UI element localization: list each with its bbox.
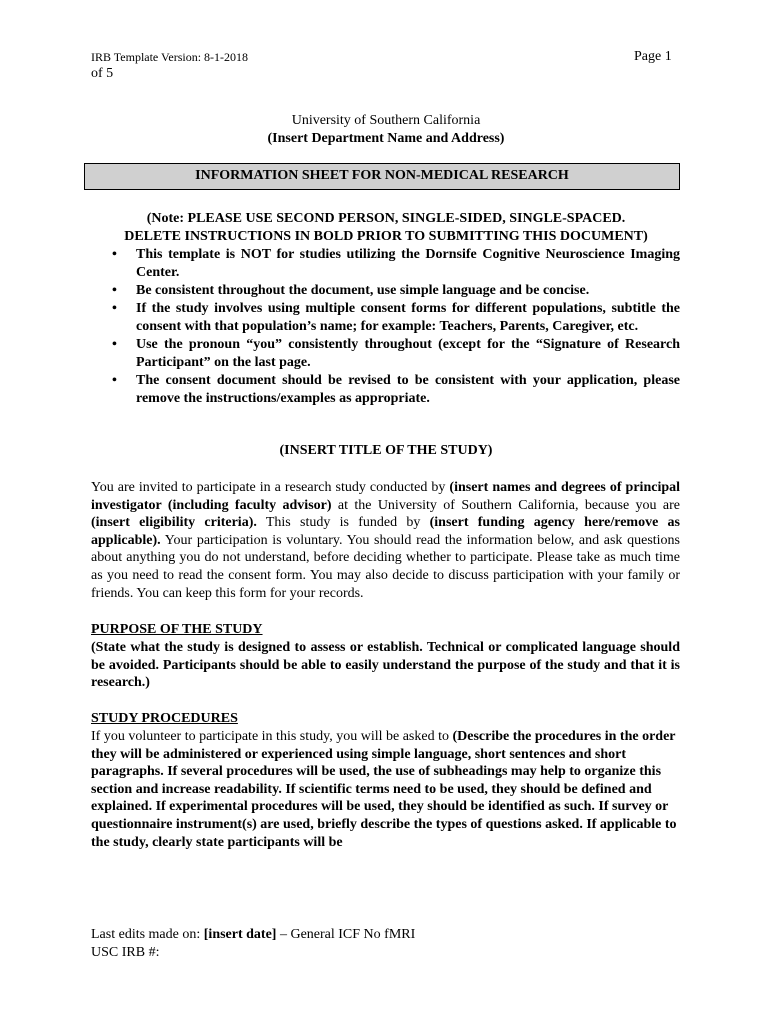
instruction-item: • This template is NOT for studies utilizing the Dornsife Cognitive Neuroscience Imaging Center. — [112, 247, 680, 280]
intro-paragraph: You are invited to participate in a research study conducted by (insert names and degrees of principal investigator (including faculty advisor) at the University of Southern California, because you are (insert eligibility criteria). This study is funded by (insert funding agency here/remove as applicable). Your participation is voluntary. You should read the information below, and ask questions about anything you do not understand, before deciding whether to participate. Please take as much time as you need to read the consent form. You may also decide to discuss participation with your family or friends. You can keep this form for your records. — [91, 480, 681, 601]
procedures-heading: STUDY PROCEDURES — [91, 711, 238, 726]
page-number: Page 1 — [634, 49, 672, 64]
instruction-list — [108, 246, 680, 408]
bullet-icon: • — [112, 373, 117, 388]
procedures-paragraph: If you volunteer to participate in this study, you will be asked to (Describe the procedures in the order they will be administered or experienced using simple language, short sentences and short paragraphs. If several procedures will be used, the use of subheadings may help to organize this section and increase readability. If scientific terms need to be used, they should be defined and explained. If experimental procedures will be used, they should be identified as such. If survey or questionnaire instrument(s) are used, briefly describe the types of questions asked. If applicable to the study, clearly state participants will be — [91, 729, 677, 850]
irb-number: USC IRB #: — [91, 945, 160, 960]
purpose-heading: PURPOSE OF THE STUDY — [91, 622, 263, 637]
bullet-icon: • — [112, 337, 117, 352]
study-title-placeholder: (INSERT TITLE OF THE STUDY) — [279, 443, 493, 458]
note-line-2: DELETE INSTRUCTIONS IN BOLD PRIOR TO SUBMITTING THIS DOCUMENT) — [124, 229, 648, 244]
institution-name: University of Southern California — [291, 113, 481, 128]
instruction-item: • The consent document should be revised to be consistent with your application, please remove the instructions/examples as appropriate. — [112, 373, 680, 406]
instruction-item: • If the study involves using multiple consent forms for different populations, subtitle the consent with that population’s name; for example: Teachers, Parents, Caregiver, etc. — [112, 301, 680, 334]
template-version: IRB Template Version: 8-1-2018 — [91, 50, 249, 64]
department-placeholder: (Insert Department Name and Address) — [267, 131, 505, 146]
document-title: INFORMATION SHEET FOR NON-MEDICAL RESEARCH — [84, 163, 680, 190]
page-total: of 5 — [91, 66, 114, 81]
bullet-icon: • — [112, 247, 117, 262]
instruction-item: • Be consistent throughout the document, use simple language and be concise. — [112, 283, 590, 298]
bullet-icon: • — [112, 283, 117, 298]
purpose-paragraph: (State what the study is designed to assess or establish. Technical or complicated language should be avoided. Participants should be able to easily understand the purpose of the study and that it is research.) — [91, 640, 680, 691]
bullet-icon: • — [112, 301, 117, 316]
last-edits-line: Last edits made on: [insert date] – General ICF No fMRI — [91, 927, 416, 942]
instruction-item: • Use the pronoun “you” consistently throughout (except for the “Signature of Research Participant” on the last page. — [112, 337, 680, 370]
note-line-1: (Note: PLEASE USE SECOND PERSON, SINGLE-SIDED, SINGLE-SPACED. — [146, 211, 626, 226]
